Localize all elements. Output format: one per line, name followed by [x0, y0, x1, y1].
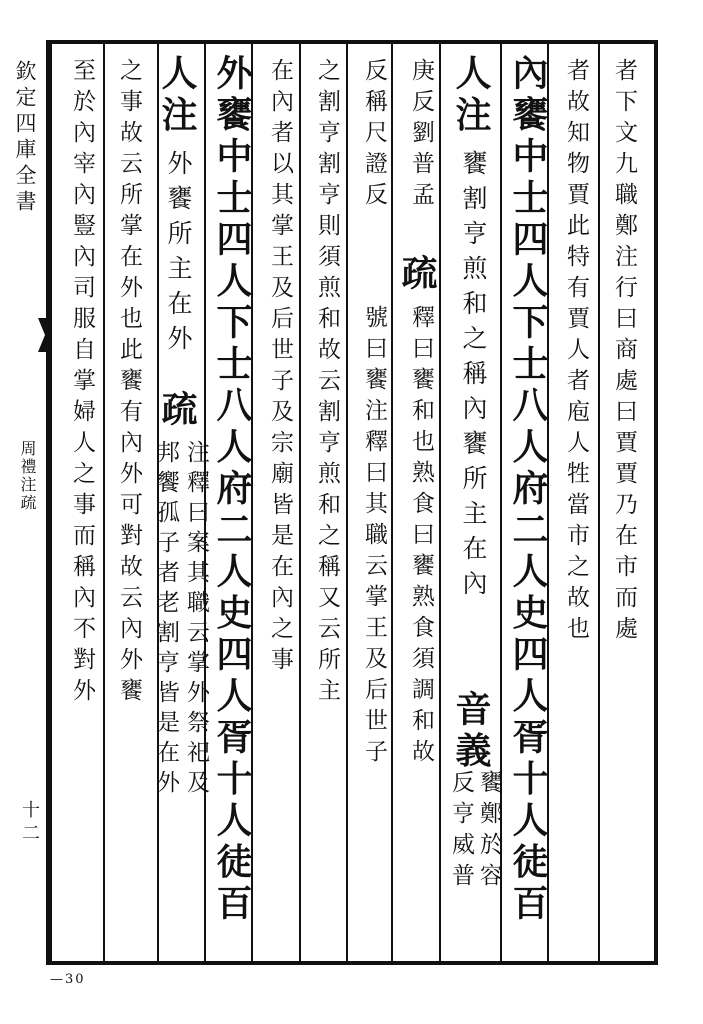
- bottom-mark: —30: [50, 972, 86, 987]
- text-column-7: 之割亨割亨則須煎和故云割亨煎和之稱又云所主: [314, 58, 340, 709]
- text-column-5-mark: 疏: [396, 254, 438, 296]
- text-column-2: 者故知物賈此特有賈人者庖人牲當市之故也: [563, 58, 589, 647]
- book-series-title: 欽定四庫全書: [13, 60, 37, 216]
- column-rule: [346, 44, 348, 961]
- text-column-6-rest: 號曰饔注釋曰其職云掌王及后世子: [361, 305, 387, 770]
- text-column-10-main: 外饔所主在外: [164, 150, 193, 360]
- text-column-1: 者下文九職鄭注行曰商處曰賈賈乃在市而處: [611, 58, 637, 647]
- text-column-5-rest: 釋曰饔和也熟食曰饔熟食須調和故: [408, 305, 434, 770]
- text-column-11: 之事故云所掌在外也此饔有內外可對故云內外饔: [116, 58, 142, 709]
- text-column-9: 外饔中士四人下士八人府二人史四人胥十人徒百: [211, 54, 253, 926]
- book-title: 周禮注疏: [18, 440, 37, 512]
- text-column-5-head: 庚反劉普孟: [408, 58, 434, 213]
- text-column-8: 在內者以其掌王及后世子及宗廟皆是在內之事: [267, 58, 293, 678]
- text-column-4-head: 人注: [450, 54, 492, 137]
- column-rule: [103, 44, 105, 961]
- column-rule: [391, 44, 393, 961]
- text-column-12: 至於內宰內豎內司服自掌婦人之事而稱內不對外: [69, 58, 95, 709]
- text-column-10-head: 人注: [156, 54, 198, 137]
- column-rule: [439, 44, 441, 961]
- text-column-4-note-left: 反亨威普: [448, 770, 474, 894]
- column-rule: [299, 44, 301, 961]
- text-column-3: 內饔中士四人下士八人府二人史四人胥十人徒百: [507, 54, 549, 926]
- text-column-4-tail: 音義: [450, 690, 492, 773]
- text-column-10-note-right: 注釋曰案其職云掌外祭祀及: [183, 440, 209, 800]
- text-column-10-mark: 疏: [156, 390, 198, 432]
- column-rule: [598, 44, 600, 961]
- text-column-6-head: 反稱尺證反: [361, 58, 387, 213]
- page-number: 十二: [19, 800, 40, 846]
- text-column-10-note-left: 邦饗孤子者老割亨皆是在外: [153, 440, 179, 800]
- text-column-4-main: 饔割亨煎和之稱內饔所主在內: [459, 150, 488, 605]
- text-column-4-note-right: 饔鄭於容: [476, 770, 502, 894]
